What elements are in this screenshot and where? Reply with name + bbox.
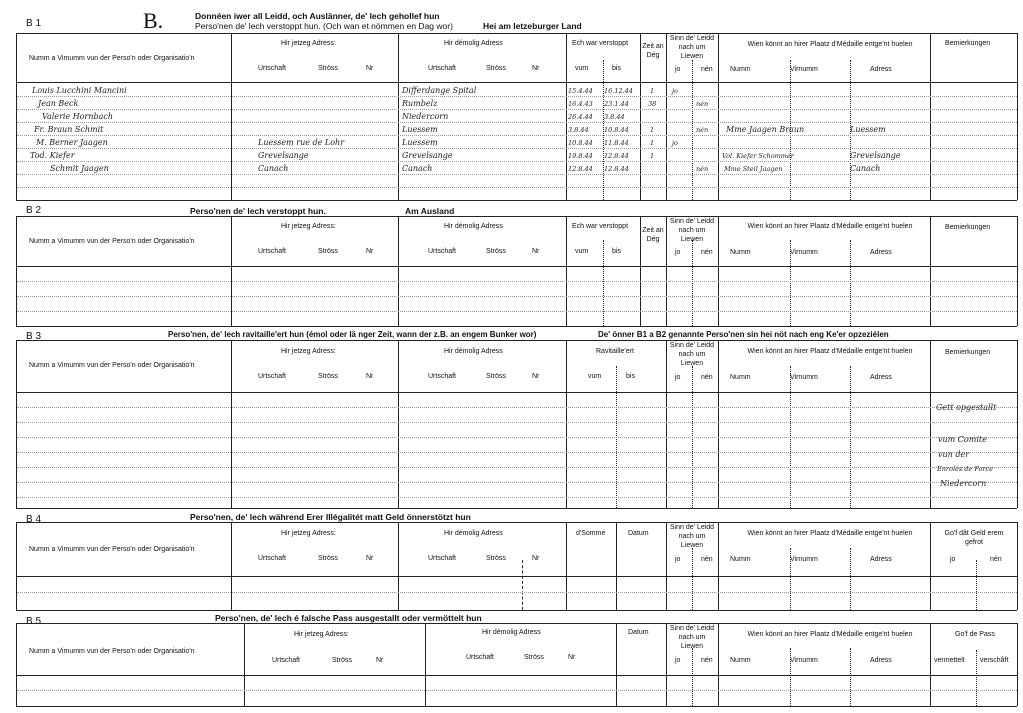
b1-header-former-address: Hir démolig Adress xyxy=(444,40,503,47)
b1-row-medal-addr: Luessem xyxy=(850,125,886,134)
b1-row-days: 1 xyxy=(650,87,655,95)
b1-header-remarks: Bemierkungen xyxy=(945,40,991,47)
b5-header-verschaft: verschâft xyxy=(980,657,1009,664)
b3-header-yes: jo xyxy=(675,374,681,381)
b5-header-pass: Go'f de Pass xyxy=(955,631,995,638)
b1-row-former: Differdange Spital xyxy=(402,86,477,95)
b3-header-former-address: Hir démolig Adress xyxy=(444,348,503,355)
b2-header-adress: Adress xyxy=(870,249,892,256)
b1-row-name: Valerie Hornbach xyxy=(42,112,114,121)
b1-row-from: 26.4.44 xyxy=(568,113,593,121)
b5-header-street: Ströss xyxy=(332,657,352,664)
b2-title-right: Am Ausland xyxy=(405,206,455,216)
b1-header-no: nén xyxy=(701,66,713,73)
b3-header-remarks: Bemierkungen xyxy=(945,349,991,356)
b4-header-numm: Numm xyxy=(730,556,751,563)
b3-header-no: nén xyxy=(701,374,713,381)
b1-header-virnumm: Virnumm xyxy=(790,66,818,73)
b3-remark-line: vum Comite xyxy=(938,435,987,444)
b2-header-street: Ströss xyxy=(318,248,338,255)
b2-header-virnumm: Virnumm xyxy=(790,249,818,256)
b1-row-to: 23.1.44 xyxy=(604,100,629,108)
b5-header-adress: Adress xyxy=(870,657,892,664)
b4-header-town-2: Urtschaft xyxy=(428,555,457,562)
b3-header-numm: Numm xyxy=(730,374,751,381)
b1-header-nr-2: Nr xyxy=(532,65,540,72)
b2-header-former-address: Hir démolig Adress xyxy=(444,223,503,230)
b3-header-town-2: Urtschaft xyxy=(428,373,457,380)
b4-header-street-2: Ströss xyxy=(486,555,506,562)
b5-header-medal: Wien könnt an hirer Plaatz d'Médaille entge'nt huelen xyxy=(747,631,913,638)
b1-row-name: Louis Lucchini Mancini xyxy=(32,86,127,95)
b3-header-name: Numm a Vimumm vun der Perso'n oder Organisatio'n xyxy=(29,362,195,369)
b2-header-to: bis xyxy=(612,248,621,255)
b1-header-adress: Adress xyxy=(870,66,892,73)
b1-row-from: 12.8.44 xyxy=(568,165,593,173)
b3-header-medal: Wien könnt an hirer Plaatz d'Médaille entge'nt huelen xyxy=(747,348,913,355)
b1-row-former: Luessem xyxy=(402,125,438,134)
b5-header-town: Urtschaft xyxy=(272,657,301,664)
b1-row-days: 1 xyxy=(650,139,655,147)
section-b3-label: B 3 xyxy=(26,331,42,342)
b4-header-adress: Adress xyxy=(870,556,892,563)
b3-header-nr-2: Nr xyxy=(532,373,540,380)
b4-header-former-address: Hir démolig Adress xyxy=(444,530,503,537)
b1-row-current: Grevelsange xyxy=(258,151,309,160)
b3-header-from: vum xyxy=(588,373,602,380)
form-letter: B. xyxy=(143,8,164,33)
b5-header-name: Numm a Vimumm vun der Perso'n oder Organisatio'n xyxy=(29,648,195,655)
b1-header-to: bis xyxy=(612,65,621,72)
b1-header-name: Numm a Vimumm vun der Perso'n oder Organisatio'n xyxy=(29,55,195,62)
b1-row-from: 3.8.44 xyxy=(568,126,589,134)
b2-header-no: nén xyxy=(701,249,713,256)
b3-header-street: Ströss xyxy=(318,373,338,380)
b3-header-ravit: Ravitaille'ert xyxy=(596,348,634,355)
b3-header-adress: Adress xyxy=(870,374,892,381)
b1-header-street-2: Ströss xyxy=(486,65,506,72)
b1-row-to: 12.8.44 xyxy=(604,152,629,160)
section-b5-label: B 5 xyxy=(26,616,42,627)
b1-row-medal-addr: Grevelsange xyxy=(850,151,901,160)
b2-header-nr: Nr xyxy=(366,248,374,255)
b4-header-current-address: Hir jetzeg Adress: xyxy=(281,530,336,537)
b5-header-former-address: Hir démolig Adress xyxy=(482,629,541,636)
b1-row-yes: jo xyxy=(672,87,678,95)
b1-row-from: 16.4.43 xyxy=(568,100,593,108)
b2-header-numm: Numm xyxy=(730,249,751,256)
b1-header-numm: Numm xyxy=(730,66,751,73)
b5-header-street-2: Ströss xyxy=(524,654,544,661)
b5-header-nr-2: Nr xyxy=(568,654,576,661)
b5-header-datum: Datum xyxy=(628,629,649,636)
b1-header-hidden: Ech war verstoppt xyxy=(572,40,629,47)
b4-title: Perso'nen, de' lech während Erer Illégalitét matt Geld önnerstötzt hun xyxy=(190,512,471,522)
b1-row-from: 19.8.44 xyxy=(568,152,593,160)
b4-header-yes-2: jo xyxy=(950,556,956,563)
b1-row-name: Fr. Braun Schmit xyxy=(34,125,104,134)
b2-header-medal: Wien könnt an hirer Plaatz d'Médaille entge'nt huelen xyxy=(747,223,913,230)
b4-header-no-2: nén xyxy=(990,556,1002,563)
b4-header-nr: Nr xyxy=(366,555,374,562)
b1-row-no: nén xyxy=(696,126,709,134)
b1-row-name: Jean Beck xyxy=(38,99,79,108)
b4-header-medal: Wien könnt an hirer Plaatz d'Médaille entge'nt huelen xyxy=(747,530,913,537)
b2-header-current-address: Hir jetzeg Adress: xyxy=(281,223,336,230)
b1-row-medal-addr: Canach xyxy=(850,164,881,173)
b2-header-hidden: Ech war verstoppt xyxy=(572,223,629,230)
b1-header-alive: Sinn de' Leidd nach um Liewen xyxy=(669,35,715,60)
b2-header-nr-2: Nr xyxy=(532,248,540,255)
b3-header-virnumm: Virnumm xyxy=(790,374,818,381)
section-b4-label: B 4 xyxy=(26,514,42,525)
b2-header-alive: Sinn de' Leidd nach um Liewen xyxy=(669,218,715,243)
b3-header-alive: Sinn de' Leidd nach um Liewen xyxy=(669,342,715,367)
b1-row-medal-name: Mme Steil Jaagen xyxy=(724,165,783,173)
b2-header-town-2: Urtschaft xyxy=(428,248,457,255)
b5-header-vermettelt: vermettelt xyxy=(934,657,965,664)
b1-row-former: Grevelsange xyxy=(402,151,453,160)
b2-header-name: Numm a Vimumm vun der Perso'n oder Organisatio'n xyxy=(29,238,195,245)
b3-header-nr: Nr xyxy=(366,373,374,380)
b3-remark-line: Enrolés de Force xyxy=(937,465,994,473)
b1-row-name: Schmit Jaagen xyxy=(50,164,109,173)
b1-row-former: Canach xyxy=(402,164,433,173)
b2-header-yes: jo xyxy=(675,249,681,256)
b4-header-nr-2: Nr xyxy=(532,555,540,562)
b1-header-town-2: Urtschaft xyxy=(428,65,457,72)
b4-header-town: Urtschaft xyxy=(258,555,287,562)
b2-title: Perso'nen de' lech verstoppt hun. xyxy=(190,206,326,216)
b3-remark-line: Niedercorn xyxy=(940,479,987,488)
b3-header-current-address: Hir jetzeg Adress: xyxy=(281,348,336,355)
b3-remark-line: Gett opgestallt xyxy=(936,403,997,412)
b1-row-to: 10.8.44 xyxy=(604,126,629,134)
b1-row-from: 15.4.44 xyxy=(568,87,593,95)
b5-header-no: nén xyxy=(701,657,713,664)
b1-row-to: 11.8.44 xyxy=(604,139,629,147)
b1-header-time: Zeit an Dég xyxy=(642,43,664,59)
b2-header-street-2: Ströss xyxy=(486,248,506,255)
b1-row-no: nén xyxy=(696,165,709,173)
b1-row-current: Canach xyxy=(258,164,289,173)
b3-remark-line: vun der xyxy=(938,450,970,459)
b3-title: Perso'nen, de' lech ravitaille'ert hun (émol oder lä nger Zeit, wann der z.B. an engem Bunker wor) xyxy=(168,330,537,339)
b2-header-town: Urtschaft xyxy=(258,248,287,255)
b5-header-alive: Sinn de' Leidd nach um Liewen xyxy=(669,625,715,650)
b5-header-nr: Nr xyxy=(376,657,384,664)
b5-header-numm: Numm xyxy=(730,657,751,664)
b1-row-days: 1 xyxy=(650,126,655,134)
b4-header-datum: Datum xyxy=(628,530,649,537)
b3-header-street-2: Ströss xyxy=(486,373,506,380)
b1-header-nr: Nr xyxy=(366,65,374,72)
b3-header-town: Urtschaft xyxy=(258,373,287,380)
b1-header-street: Ströss xyxy=(318,65,338,72)
b3-header-to: bis xyxy=(626,373,635,380)
b4-header-no: nén xyxy=(701,556,713,563)
b4-header-alive: Sinn de' Leidd nach um Liewen xyxy=(669,524,715,549)
b5-header-current-address: Hir jetzeg Adress: xyxy=(294,631,349,638)
b1-row-from: 10.8.44 xyxy=(568,139,593,147)
b1-title-line1: Donnéen iwer all Leidd, och Auslänner, de' lech gehollef hun xyxy=(195,11,440,21)
b5-title: Perso'nen, de' lech é falsche Pass ausgestallt oder vermöttelt hun xyxy=(215,613,482,623)
b1-row-to: 16.12.44 xyxy=(604,87,633,95)
b1-row-current: Luessem rue de Lohr xyxy=(258,138,345,147)
b1-header-town: Urtschaft xyxy=(258,65,287,72)
b4-header-name: Numm a Vimumm vun der Perso'n oder Organisatio'n xyxy=(29,546,195,553)
b4-header-gefrot: Go'f dât Geld erem gefrot xyxy=(944,530,1004,546)
b1-row-days: 38 xyxy=(648,100,657,108)
section-b2-label: B 2 xyxy=(26,205,42,216)
b4-header-somme: d'Somme xyxy=(576,530,606,537)
b1-title-line2: Perso'nen de' lech verstoppt hun. (Och wan et nömmen en Dag wor) xyxy=(195,21,453,31)
b5-header-virnumm: Virnumm xyxy=(790,657,818,664)
b1-title-right: Hei am letzeburger Land xyxy=(483,21,582,31)
b1-row-days: 1 xyxy=(650,152,655,160)
b1-row-to: 3.8.44 xyxy=(604,113,625,121)
b2-header-remarks: Bemierkungen xyxy=(945,224,991,231)
section-b1-label: B 1 xyxy=(26,18,42,29)
b1-row-former: Niedercorn xyxy=(402,112,449,121)
b2-header-time: Zeit an Dég xyxy=(642,227,664,243)
b1-row-to: 12.8.44 xyxy=(604,165,629,173)
b4-header-yes: jo xyxy=(675,556,681,563)
b1-row-medal-name: Mme Jaagen Braun xyxy=(726,125,805,134)
b1-row-yes: jo xyxy=(672,139,678,147)
b4-header-virnumm: Virnumm xyxy=(790,556,818,563)
b2-header-from: vum xyxy=(575,248,589,255)
b5-header-yes: jo xyxy=(675,657,681,664)
b1-header-yes: jo xyxy=(675,66,681,73)
b5-header-town-2: Urtschaft xyxy=(466,654,495,661)
b4-header-street: Ströss xyxy=(318,555,338,562)
b1-row-medal-name: Vol. Kiefer Schommer xyxy=(722,152,794,160)
b1-header-medal: Wien könnt an hirer Plaatz d'Médaille entge'nt huelen xyxy=(747,41,913,48)
b1-header-current-address: Hir jetzeg Adress: xyxy=(281,40,336,47)
b1-header-from: vum xyxy=(575,65,589,72)
b1-row-no: nén xyxy=(696,100,709,108)
b3-title-right: De' önner B1 a B2 genannte Perso'nen sin hei nöt nach eng Ke'er opzeziélen xyxy=(598,330,889,339)
b1-row-former: Rumbelz xyxy=(402,99,438,108)
b1-row-name: M. Berner Jaagen xyxy=(36,138,108,147)
b1-row-former: Luessem xyxy=(402,138,438,147)
b1-row-name: Tod. Kiefer xyxy=(30,151,75,160)
